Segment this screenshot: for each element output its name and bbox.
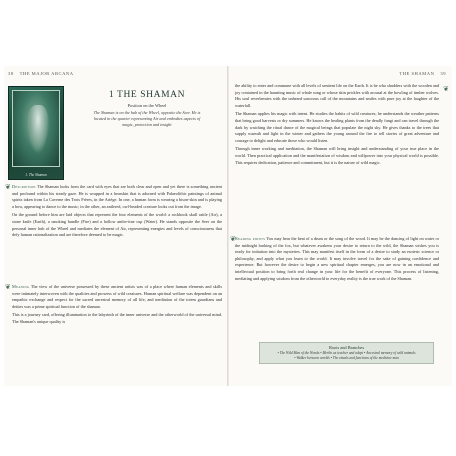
- reading-points-body: You may hear the beat of a drum or the song of the wood. It may be the dancing of light on water or the midnight barking of the fox, but whatever awakens your desire to return to the wild, the Shaman wishes you is ready for initiation into the mysteries. This may manifest itself in the form of a desire to study an esoteric science or philosophy, and apply what you learn to the world. It may involve travel for the sake of gaining confidence and experience. But however the desire to begin a new spiritual chapter emerges, you are now in an emotional and intellectual position to bring forth real change in your life for the benefit of everyone. This process of listening, mediating and applying wisdom from the otherworld to everyday reality is the true work of the Shaman.: [235, 236, 440, 281]
- left-page: [4, 66, 227, 386]
- right-page: [229, 66, 452, 386]
- roots-and-branches-box: [259, 342, 434, 364]
- description-lead: Description: [12, 184, 36, 189]
- position-description: [70, 110, 224, 129]
- right-running-title: THE SHAMAN: [399, 71, 435, 76]
- shaman-figure: [27, 105, 49, 153]
- card-caption: 1. The Shaman: [25, 173, 47, 177]
- reading-points-paragraph: [235, 236, 439, 282]
- left-body-text-2: [12, 284, 222, 328]
- left-body-text-1: [12, 184, 222, 241]
- journey-paragraph: This is a journey card, offering illumination to the labyrinth of the inner universe and the otherworld of the universal mind. The Shaman's unique quality is: [12, 312, 222, 324]
- leaf-vine-icon: ❦: [230, 235, 236, 243]
- right-page-number: 39: [440, 71, 446, 76]
- description-text: The Shaman looks from the card with eyes that are both clear and open and yet there is something ancient and profound within his steady gaze. He is wrapped in a bearskin that is adorned with Palaeolithic paintings of animal spirits taken from La Caverne des Trois Frères, in the Ariège. In one, a human form is wearing a bison-skin and is playing a bow, appearing to dance to the music; in the other, an antlered, owl-headed creature looks out from the image.: [12, 184, 222, 209]
- left-running-head: [8, 71, 74, 76]
- card-artwork: [12, 90, 60, 167]
- elements-paragraph: On the ground before him are laid objects that represent the four elements of the world: a rockbook skull rattle (Air), a stone knife (Earth), a smoking bundle (Fire) and a hollow antler-tine cup (Water). He stands opposite the Seer on the personal inner hub of the Wheel and mediates the element of Air, representing energies and levels of consciousness that defy human rationalization and are therefore deemed to be magic.: [12, 212, 222, 238]
- description-line: located in the quarter representing Air and embodies aspects of: [93, 116, 201, 122]
- right-body-text: [235, 83, 439, 168]
- card-title: 1 THE SHAMAN: [108, 90, 186, 100]
- box-line: • Walker between worlds • The rituals and functions of the medicine man: [294, 356, 399, 360]
- description-line: The Shaman is on the hub of the Wheel, opposite the Seer. He is: [93, 110, 201, 115]
- box-title: Roots and Branches: [328, 345, 365, 350]
- reading-points-text: [235, 236, 439, 284]
- position-heading: Position on the Wheel: [127, 103, 167, 108]
- leaf-vine-icon: ❦: [443, 85, 449, 93]
- meaning-paragraph: [12, 284, 222, 310]
- book-spread: [4, 66, 452, 386]
- meaning-lead: Meaning: [12, 284, 30, 289]
- leaf-vine-icon: ❦: [5, 283, 11, 291]
- leaf-vine-icon: ❦: [5, 183, 11, 191]
- left-page-number: 38: [8, 71, 14, 76]
- box-line: • The Wild Man of the Woods • Merlin as teacher and adept • Ancestral memory of wild animals: [277, 351, 416, 355]
- left-running-title: THE MAJOR ARCANA: [19, 71, 74, 76]
- description-paragraph: [12, 184, 222, 210]
- commune-paragraph: the ability to enter and commune with all levels of sentient life on the Earth. It is he who shudders with the wooden and joy contained in the haunting music of whale song or whose skin prickles with arousal at the howling of timber wolves. His soul reverberates with the unheard sonorous call of the mountains and smiles with pure joy at the laughter of the waterfall.: [235, 83, 439, 108]
- reading-points-lead: Reading points: [235, 236, 266, 241]
- right-running-head: [399, 71, 446, 76]
- insight-paragraph: Through inner working and meditation, the Shaman will bring insight and understanding of your true place in the world. Then practical application and the manifestation of wisdom and willpower into your physical world is possible. This requires dedication, patience and commitment, but it is the nature of wild magic.: [235, 146, 439, 165]
- description-line: magic, protection and insight: [122, 122, 172, 128]
- box-lines: [264, 351, 429, 361]
- meaning-text: The view of the universe possessed by these ancient artists was of a place where human elements and skills were intimately interwoven with the qualities and prowess of wild creatures. Human spiritual welfare was dependent on an empathic exchange and respect for the sacred ancestral memory of all life, and mediation of the totem guardians and deities was a prime spiritual function of the shaman.: [12, 284, 222, 309]
- tarot-card-image: [8, 86, 64, 180]
- magic-paragraph: The Shaman applies his magic with intent. He studies the habits of wild creatures; he understands the weather patterns that bring good harvests or dry summers. He knows the healing plants from the deadly fungi and can travel through the dark by watching the ritual dance of the magical beings that populate the night sky. He gives thanks to the trees that supply warmth and light in the winter and gathers the young around the fire to tell stories of great adventure and courage to delight and educate those who would listen.: [235, 111, 439, 143]
